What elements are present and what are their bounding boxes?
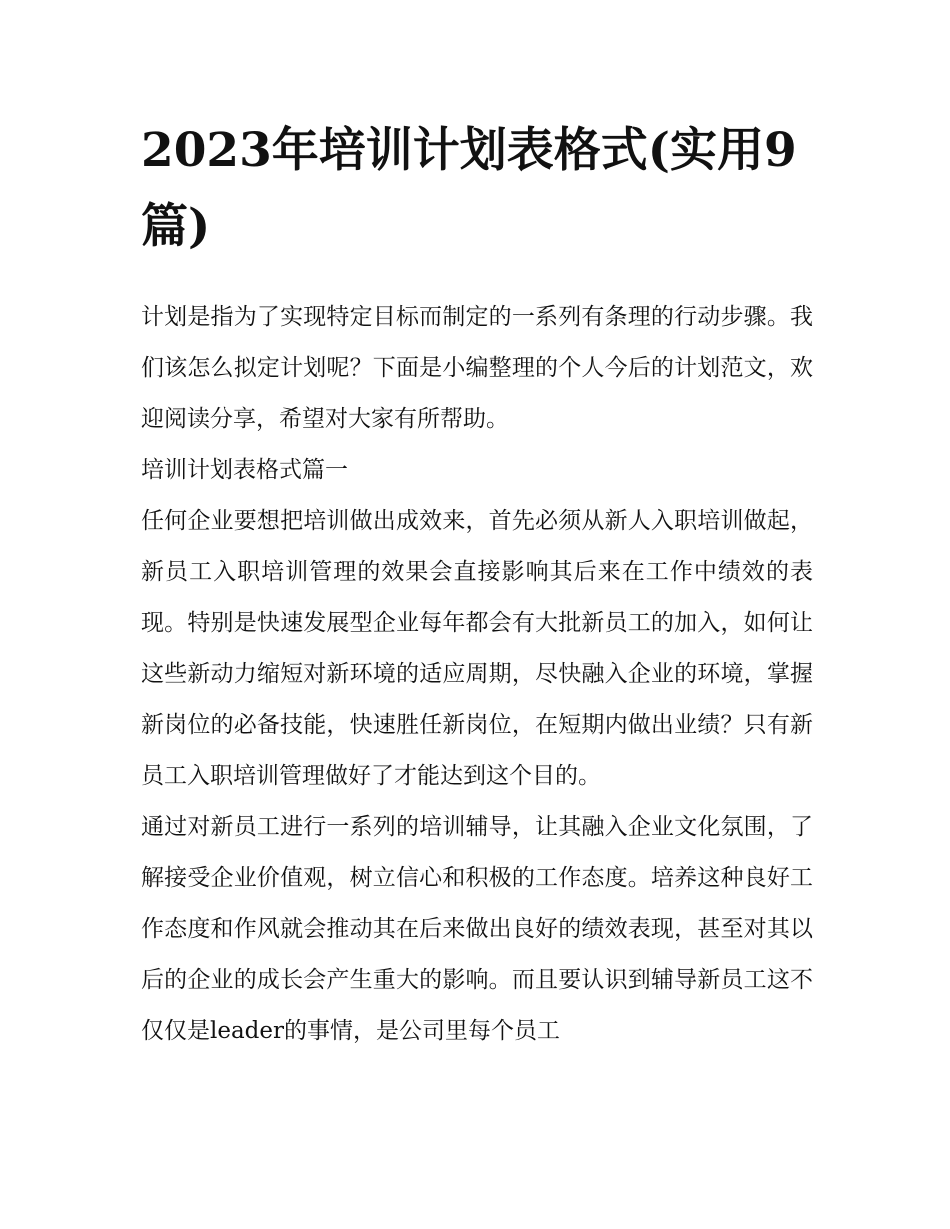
- body-paragraph: 任何企业要想把培训做出成效来，首先必须从新人入职培训做起，新员工入职培训管理的效果会直接影响其后来在工作中绩效的表现。特别是快速发展型企业每年都会有大批新员工的加入，如何让这些新动力缩短对新环境的适应周期，尽快融入企业的环境，掌握新岗位的必备技能，快速胜任新岗位，在短期内做出业绩？只有新员工入职培训管理做好了才能达到这个目的。: [141, 508, 813, 789]
- body-paragraph: 通过对新员工进行一系列的培训辅导，让其融入企业文化氛围，了解接受企业价值观，树立信心和积极的工作态度。培养这种良好工作态度和作风就会推动其在后来做出良好的绩效表现，甚至对其以后的企业的成长会产生重大的影响。而且要认识到辅导新员工这不仅仅是leader的事情，是公司里每个员工: [141, 814, 813, 1044]
- document-title: 2023年培训计划表格式(实用9篇): [141, 123, 797, 254]
- section-heading: 培训计划表格式篇一: [141, 457, 348, 483]
- intro-paragraph: 计划是指为了实现特定目标而制定的一系列有条理的行动步骤。我们该怎么拟定计划呢？下面是小编整理的个人今后的计划范文，欢迎阅读分享，希望对大家有所帮助。: [141, 304, 813, 432]
- document-body: [141, 113, 813, 1057]
